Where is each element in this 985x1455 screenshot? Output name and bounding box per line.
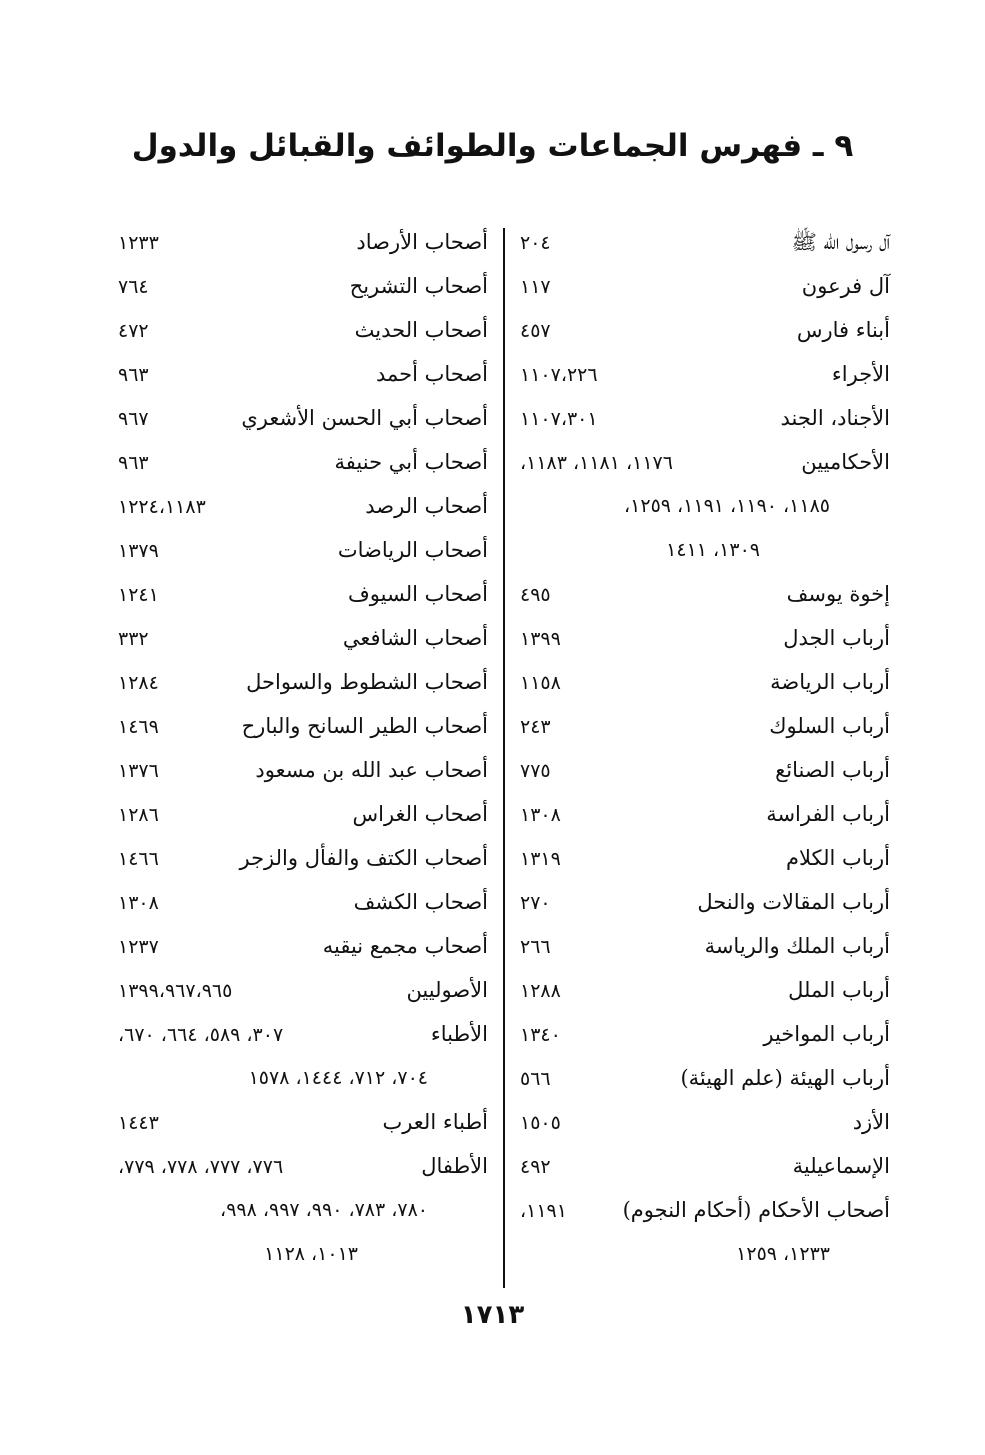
entry-name: الأجناد، الجند (780, 406, 890, 430)
index-entry (520, 792, 890, 836)
entry-pages: ١٢٣٣، ١٢٥٩ (736, 1243, 830, 1265)
entry-pages: ٧٧٥ (520, 760, 551, 782)
index-entry (520, 924, 890, 968)
column-divider (503, 228, 505, 1288)
entry-name: أرباب الصنائع (775, 758, 890, 782)
index-entry (520, 704, 890, 748)
entry-name: الإسماعيلية (792, 1154, 890, 1178)
index-entry (118, 1056, 488, 1100)
entry-pages: ٢٧٠ (520, 892, 551, 914)
index-entry (520, 220, 890, 264)
entry-name: أبناء فارس (796, 318, 890, 342)
index-column-right (520, 220, 890, 1276)
entry-pages: ٤٥٧ (520, 320, 551, 342)
entry-name: أصحاب الحديث (354, 318, 488, 342)
entry-name: أرباب الجدل (783, 626, 890, 650)
index-entry (520, 308, 890, 352)
entry-pages: ١١٠٧،٢٢٦ (520, 364, 598, 386)
entry-name: أصحاب أحمد (375, 362, 488, 386)
entry-name: الأطباء (430, 1022, 488, 1046)
entry-pages: ٣٠٧، ٥٨٩، ٦٦٤، ٦٧٠، (118, 1024, 284, 1046)
entry-pages: ١٤٦٩ (118, 716, 159, 738)
index-entry (118, 792, 488, 836)
entry-pages: ٥٦٦ (520, 1068, 551, 1090)
entry-name: أرباب الرياضة (770, 670, 890, 694)
entry-pages: ١٣٩٩ (520, 628, 561, 650)
entry-name: أرباب المواخير (763, 1022, 890, 1046)
index-entry (118, 1012, 488, 1056)
entry-pages: ٢٦٦ (520, 936, 551, 958)
entry-name: أصحاب الأحكام (أحكام النجوم) (622, 1198, 890, 1222)
index-entry (520, 1144, 890, 1188)
entry-pages: ١٤٦٦ (118, 848, 159, 870)
entry-pages: ١٢٨٦ (118, 804, 159, 826)
entry-name: أصحاب مجمع نيقيه (322, 934, 488, 958)
index-entry (118, 396, 488, 440)
entry-name: أصحاب أبي حنيفة (334, 450, 488, 474)
entry-pages: ١٣٠٨ (118, 892, 159, 914)
index-entry (520, 484, 890, 528)
entry-name: أصحاب الكتف والفأل والزجر (239, 846, 488, 870)
index-entry (520, 748, 890, 792)
entry-name: أرباب الهيئة (علم الهيئة) (680, 1066, 890, 1090)
page-number: ١٧١٣ (460, 1300, 525, 1330)
entry-name: آل رسول الله ﷺ (791, 230, 890, 254)
entry-name: أصحاب الكشف (353, 890, 488, 914)
entry-pages: ٩٦٣ (118, 364, 149, 386)
index-entry (118, 616, 488, 660)
entry-pages: ١٣٧٦ (118, 760, 159, 782)
entry-pages: ٢٠٤ (520, 232, 551, 254)
index-entry (118, 220, 488, 264)
index-entry (520, 264, 890, 308)
page-title: ٩ ـ فهرس الجماعات والطوائف والقبائل والدول (131, 128, 854, 164)
entry-pages: ١١٨٥، ١١٩٠، ١١٩١، ١٢٥٩، (624, 495, 830, 517)
entry-name: أطباء العرب (382, 1110, 488, 1134)
entry-pages: ٧٨٠، ٧٨٣، ٩٩٠، ٩٩٧، ٩٩٨، (220, 1199, 428, 1221)
entry-name: أصحاب عبد الله بن مسعود (255, 758, 488, 782)
index-entry (520, 1188, 890, 1232)
entry-pages: ١٣٧٩ (118, 540, 159, 562)
entry-name: أصحاب الطير السانح والبارح (241, 714, 488, 738)
index-entry (520, 836, 890, 880)
entry-pages: ١١٧ (520, 276, 551, 298)
entry-name: أرباب الكلام (785, 846, 890, 870)
entry-name: أرباب السلوك (769, 714, 890, 738)
entry-name: الأزد (852, 1110, 890, 1134)
index-entry (118, 572, 488, 616)
entry-pages: ١٠١٣، ١١٢٨ (264, 1243, 358, 1265)
index-entry (520, 660, 890, 704)
entry-pages: ١١٥٨ (520, 672, 561, 694)
index-entry (118, 748, 488, 792)
entry-pages: ١٣١٩ (520, 848, 561, 870)
index-entry (520, 616, 890, 660)
index-entry (118, 528, 488, 572)
entry-pages: ١٣٩٩،٩٦٧،٩٦٥ (118, 980, 233, 1002)
entry-name: الأطفال (421, 1154, 488, 1178)
entry-pages: ١١٧٦، ١١٨١، ١١٨٣، (520, 452, 673, 474)
entry-name: أصحاب السيوف (348, 582, 488, 606)
entry-pages: ١٣٠٨ (520, 804, 561, 826)
entry-name: الأحكاميين (801, 450, 890, 474)
index-entry (520, 352, 890, 396)
entry-name: أصحاب أبي الحسن الأشعري (241, 406, 488, 430)
index-entry (520, 880, 890, 924)
entry-name: أرباب الفراسة (766, 802, 890, 826)
entry-pages: ١٢٣٧ (118, 936, 159, 958)
index-entry (118, 308, 488, 352)
entry-name: أصحاب الشافعي (342, 626, 488, 650)
index-entry (118, 1232, 488, 1276)
entry-pages: ١٢٨٤ (118, 672, 159, 694)
index-entry (520, 528, 890, 572)
index-entry (520, 1056, 890, 1100)
entry-pages: ١١٩١، (520, 1200, 567, 1222)
index-entry (118, 924, 488, 968)
entry-pages: ١١٠٧،٣٠١ (520, 408, 598, 430)
entry-name: أصحاب الرصد (365, 494, 488, 518)
entry-pages: ١٤٤٣ (118, 1112, 159, 1134)
entry-pages: ١٣٠٩، ١٤١١ (666, 539, 760, 561)
entry-name: أصحاب التشريح (349, 274, 488, 298)
index-entry (520, 572, 890, 616)
entry-pages: ١٢٤١ (118, 584, 159, 606)
index-entry (118, 836, 488, 880)
index-entry (118, 660, 488, 704)
entry-pages: ٧٠٤، ٧١٢، ١٤٤٤، ١٥٧٨ (248, 1067, 428, 1089)
entry-name: أصحاب الرياضات (337, 538, 488, 562)
entry-pages: ١٥٠٥ (520, 1112, 561, 1134)
entry-pages: ٢٤٣ (520, 716, 551, 738)
index-entry (118, 440, 488, 484)
entry-pages: ٣٣٢ (118, 628, 149, 650)
index-entry (520, 1012, 890, 1056)
index-entry (118, 1144, 488, 1188)
entry-pages: ٤٩٢ (520, 1156, 551, 1178)
entry-name: أصحاب الشطوط والسواحل (246, 670, 488, 694)
entry-name: آل فرعون (801, 274, 890, 298)
entry-name: إخوة يوسف (786, 582, 890, 606)
index-entry (118, 352, 488, 396)
index-entry (520, 968, 890, 1012)
entry-name: أرباب الملك والرياسة (704, 934, 890, 958)
entry-pages: ٤٧٢ (118, 320, 149, 342)
index-entry (520, 440, 890, 484)
entry-pages: ٧٦٤ (118, 276, 149, 298)
entry-name: أصحاب الغراس (352, 802, 488, 826)
index-entry (118, 704, 488, 748)
index-column-left (118, 220, 488, 1276)
index-entry (520, 396, 890, 440)
entry-name: أرباب الملل (788, 978, 890, 1002)
entry-pages: ٧٧٦، ٧٧٧، ٧٧٨، ٧٧٩، (118, 1156, 284, 1178)
entry-name: أصحاب الأرصاد (356, 230, 488, 254)
index-entry (118, 1188, 488, 1232)
entry-pages: ٩٦٧ (118, 408, 149, 430)
index-entry (118, 484, 488, 528)
index-entry (118, 880, 488, 924)
entry-pages: ٩٦٣ (118, 452, 149, 474)
entry-name: الأجراء (831, 362, 890, 386)
entry-pages: ١٢٨٨ (520, 980, 561, 1002)
index-entry (118, 1100, 488, 1144)
index-entry (118, 968, 488, 1012)
entry-pages: ١٢٣٣ (118, 232, 159, 254)
entry-name: أرباب المقالات والنحل (697, 890, 890, 914)
index-entry (118, 264, 488, 308)
entry-name: الأصوليين (406, 978, 488, 1002)
entry-pages: ٤٩٥ (520, 584, 551, 606)
index-entry (520, 1232, 890, 1276)
index-entry (520, 1100, 890, 1144)
entry-pages: ١٣٤٠ (520, 1024, 561, 1046)
entry-pages: ١٢٢٤،١١٨٣ (118, 496, 206, 518)
